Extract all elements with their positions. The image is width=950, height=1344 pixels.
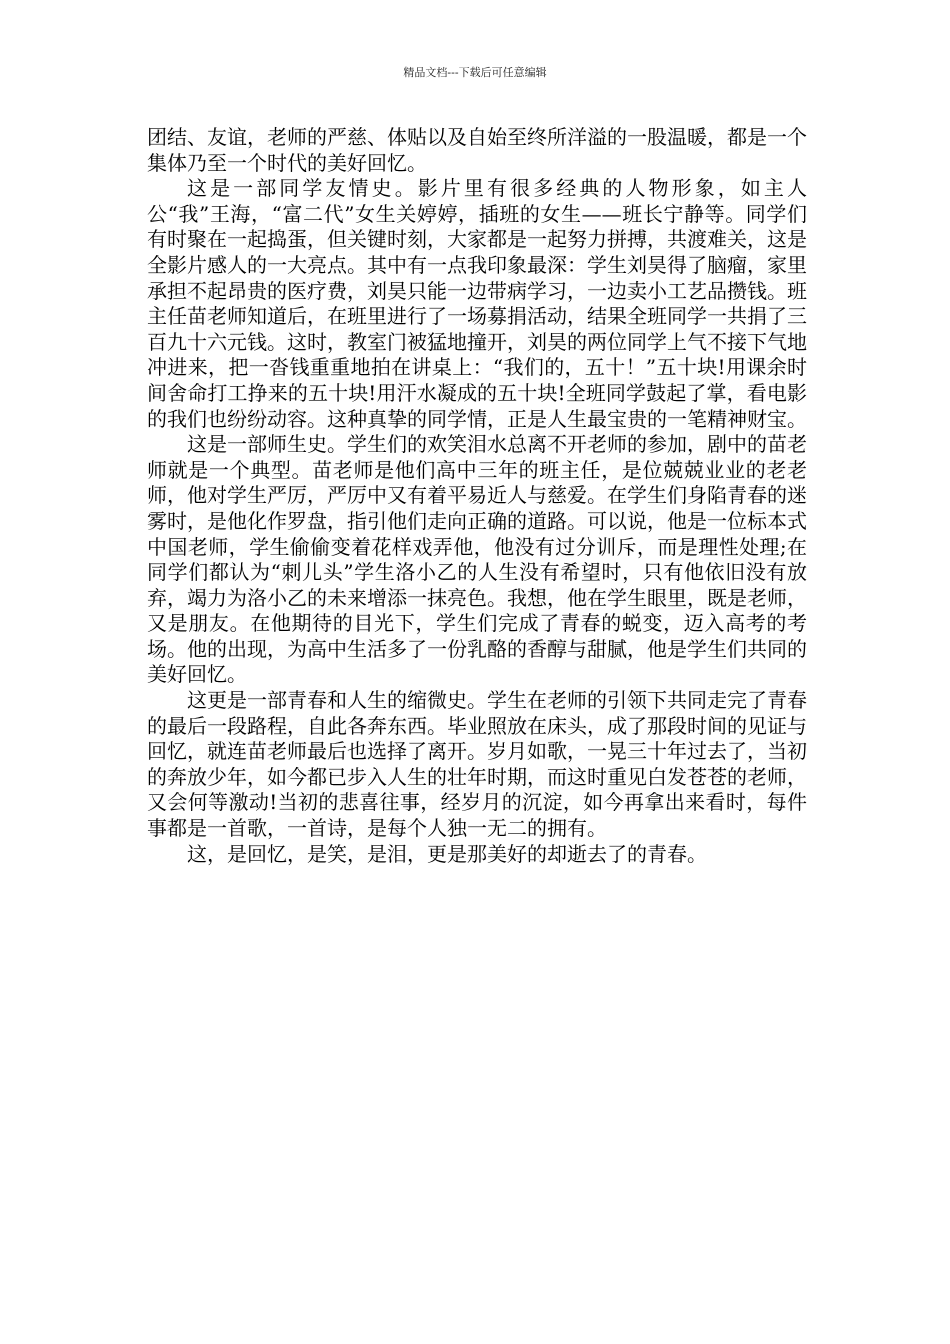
document-body xyxy=(147,125,807,867)
paragraph-1: 团结、友谊，老师的严慈、体贴以及自始至终所洋溢的一股温暖，都是一个集体乃至一个时代的美好回忆。 xyxy=(147,125,807,175)
paragraph-4: 这更是一部青春和人生的缩微史。学生在老师的引领下共同走完了青春的最后一段路程，自此各奔东西。毕业照放在床头，成了那段时间的见证与回忆，就连苗老师最后也选择了离开。岁月如歌，一晃三十年过去了，当初的奔放少年，如今都已步入人生的壮年时期，而这时重见白发苍苍的老师，又会何等激动!当初的悲喜往事，经岁月的沉淀，如今再拿出来看时，每件事都是一首歌，一首诗，是每个人独一无二的拥有。 xyxy=(147,688,807,841)
paragraph-2: 这是一部同学友情史。影片里有很多经典的人物形象，如主人公“我”王海，“富二代”女生关婷婷，插班的女生——班长宁静等。同学们有时聚在一起捣蛋，但关键时刻，大家都是一起努力拼搏，共渡难关，这是全影片感人的一大亮点。其中有一点我印象最深：学生刘昊得了脑瘤，家里承担不起昂贵的医疗费，刘昊只能一边带病学习，一边卖小工艺品攒钱。班主任苗老师知道后，在班里进行了一场募捐活动，结果全班同学一共捐了三百九十六元钱。这时，教室门被猛地撞开，刘昊的两位同学上气不接下气地冲进来，把一沓钱重重地拍在讲桌上：“我们的，五十！”五十块!用课余时间舍命打工挣来的五十块!用汗水凝成的五十块!全班同学鼓起了掌，看电影的我们也纷纷动容。这种真挚的同学情，正是人生最宝贵的一笔精神财宝。 xyxy=(147,176,807,431)
page-header: 精品文档---下载后可任意编辑 xyxy=(403,66,547,79)
paragraph-3: 这是一部师生史。学生们的欢笑泪水总离不开老师的参加，剧中的苗老师就是一个典型。苗老师是他们高中三年的班主任，是位兢兢业业的老老师，他对学生严厉，严厉中又有着平易近人与慈爱。在学生们身陷青春的迷雾时，是他化作罗盘，指引他们走向正确的道路。可以说，他是一位标本式中国老师，学生偷偷变着花样戏弄他，他没有过分训斥，而是理性处理;在同学们都认为“刺儿头”学生洛小乙的人生没有希望时，只有他依旧没有放弃，竭力为洛小乙的未来增添一抹亮色。我想，他在学生眼里，既是老师，又是朋友。在他期待的目光下，学生们完成了青春的蜕变，迈入高考的考场。他的出现，为高中生活多了一份乳酪的香醇与甜腻，他是学生们共同的美好回忆。 xyxy=(147,432,807,687)
paragraph-5: 这，是回忆，是笑，是泪，更是那美好的却逝去了的青春。 xyxy=(187,841,707,866)
